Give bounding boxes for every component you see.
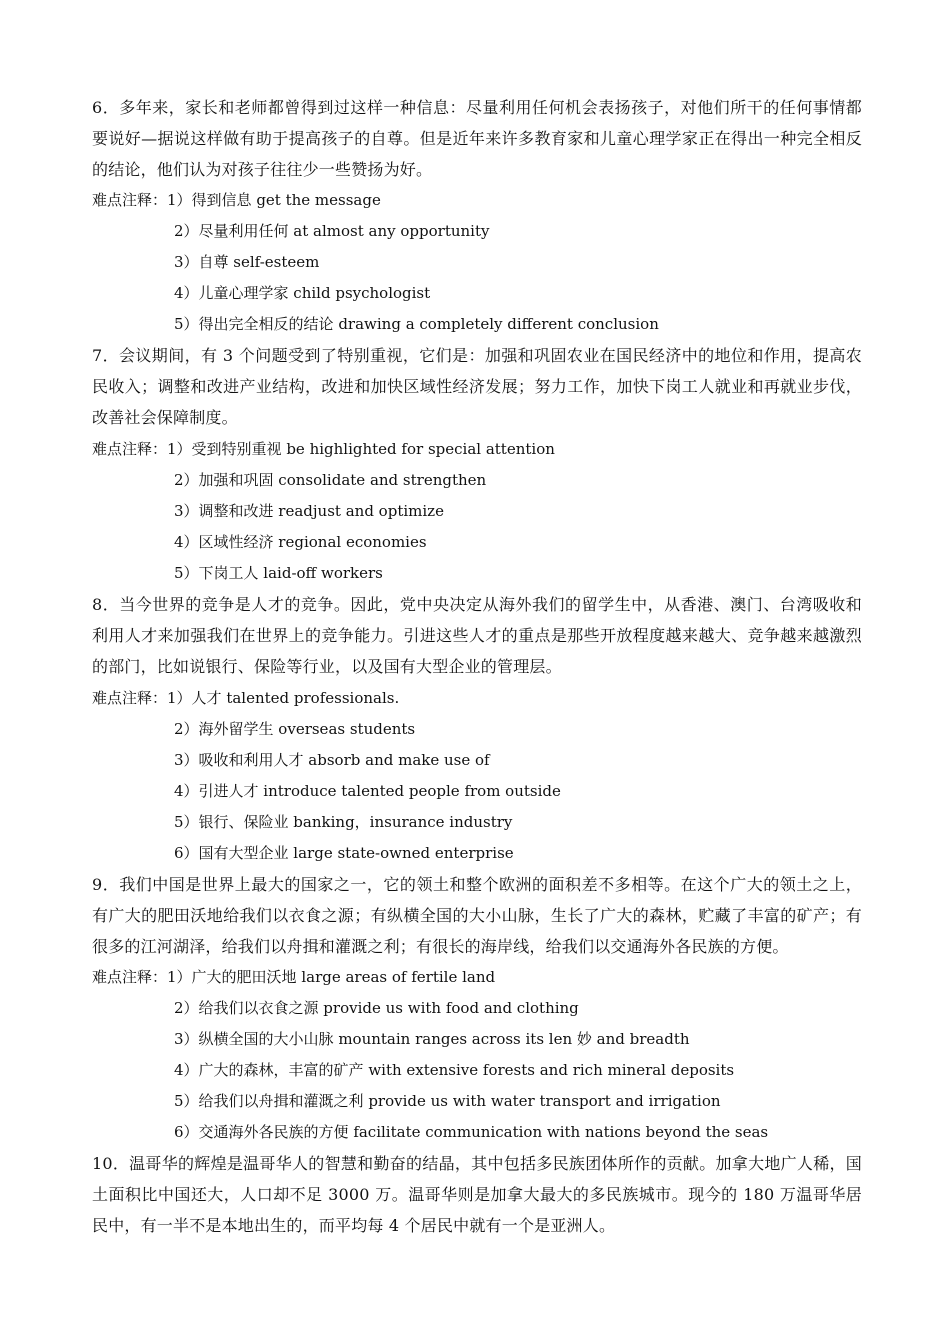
note-entry: 5）下岗工人 laid-off workers bbox=[174, 564, 383, 582]
paragraph-item-9: 9．我们中国是世界上最大的国家之一，它的领土和整个欧洲的面积差不多相等。在这个广大的领土之上，有广大的肥田沃地给我们以衣食之源；有纵横全国的大小山脉，生长了广大的森林，贮藏了丰富的矿产；有很多的江河湖泽，给我们以舟揖和灌溉之利；有很长的海岸线，给我们以交通海外各民族的方便。 bbox=[92, 875, 862, 956]
note-entry: 3）自尊 self-esteem bbox=[174, 253, 320, 271]
note-entry: 2）加强和巩固 consolidate and strengthen bbox=[174, 471, 487, 489]
note-entry: 6）交通海外各民族的方便 facilitate communication with nations beyond the seas bbox=[174, 1123, 769, 1141]
note-entry: 3）调整和改进 readjust and optimize bbox=[174, 502, 444, 520]
paragraph-item-7: 7．会议期间，有 3 个问题受到了特别重视，它们是：加强和巩固农业在国民经济中的地位和作用，提高农民收入；调整和改进产业结构，改进和加快区域性经济发展；努力工作，加快下岗工人就业和再就业步伐，改善社会保障制度。 bbox=[92, 346, 862, 427]
note-entry: 2）给我们以衣食之源 provide us with food and clothing bbox=[174, 999, 579, 1017]
notes-line-item-6 bbox=[92, 185, 381, 216]
note-entry: 6）国有大型企业 large state-owned enterprise bbox=[174, 844, 514, 862]
notes-label: 难点注释： bbox=[92, 968, 168, 986]
notes-label: 难点注释： bbox=[92, 689, 168, 707]
note-entry: 4）儿童心理学家 child psychologist bbox=[174, 284, 431, 302]
note-entry: 5）银行、保险业 banking，insurance industry bbox=[174, 813, 513, 831]
note-entry: 2）尽量利用任何 at almost any opportunity bbox=[174, 222, 490, 240]
notes-label: 难点注释： bbox=[92, 191, 168, 209]
note-entry: 4）区域性经济 regional economies bbox=[174, 533, 427, 551]
note-entry: 1）人才 talented professionals. bbox=[167, 689, 400, 707]
notes-line-item-9 bbox=[92, 962, 495, 993]
paragraph-item-10: 10．温哥华的辉煌是温哥华人的智慧和勤奋的结晶，其中包括多民族团体所作的贡献。加拿大地广人稀，国土面积比中国还大，人口却不足 3000 万。温哥华则是加拿大最大的多民族城市。现今的 180 万温哥华居民中，有一半不是本地出生的，而平均每 4 个居民中就有一个是亚洲人。 bbox=[92, 1154, 862, 1235]
note-entry: 1）得到信息 get the message bbox=[167, 191, 381, 209]
paragraph-item-8: 8．当今世界的竞争是人才的竞争。因此，党中央决定从海外我们的留学生中，从香港、澳门、台湾吸收和利用人才来加强我们在世界上的竞争能力。引进这些人才的重点是那些开放程度越来越大、竞争越来越激烈的部门，比如说银行、保险等行业，以及国有大型企业的管理层。 bbox=[92, 595, 862, 676]
notes-label: 难点注释： bbox=[92, 440, 168, 458]
note-entry: 3）吸收和利用人才 absorb and make use of bbox=[174, 751, 490, 769]
note-entry: 1）广大的肥田沃地 large areas of fertile land bbox=[167, 968, 496, 986]
notes-line-item-7 bbox=[92, 434, 555, 465]
note-entry: 4）引进人才 introduce talented people from outside bbox=[174, 782, 561, 800]
note-entry: 4）广大的森林，丰富的矿产 with extensive forests and rich mineral deposits bbox=[174, 1061, 735, 1079]
note-entry: 5）给我们以舟揖和灌溉之利 provide us with water transport and irrigation bbox=[174, 1092, 721, 1110]
note-entry: 1）受到特别重视 be highlighted for special attention bbox=[167, 440, 555, 458]
notes-line-item-8 bbox=[92, 683, 399, 714]
note-entry: 3）纵横全国的大小山脉 mountain ranges across its len 妙 and breadth bbox=[174, 1030, 690, 1048]
note-entry: 5）得出完全相反的结论 drawing a completely different conclusion bbox=[174, 315, 659, 333]
note-entry: 2）海外留学生 overseas students bbox=[174, 720, 416, 738]
paragraph-item-6: 6．多年来，家长和老师都曾得到过这样一种信息：尽量利用任何机会表扬孩子，对他们所干的任何事情都要说好—据说这样做有助于提高孩子的自尊。但是近年来许多教育家和儿童心理学家正在得出一种完全相反的结论，他们认为对孩子往往少一些赞扬为好。 bbox=[92, 98, 862, 179]
